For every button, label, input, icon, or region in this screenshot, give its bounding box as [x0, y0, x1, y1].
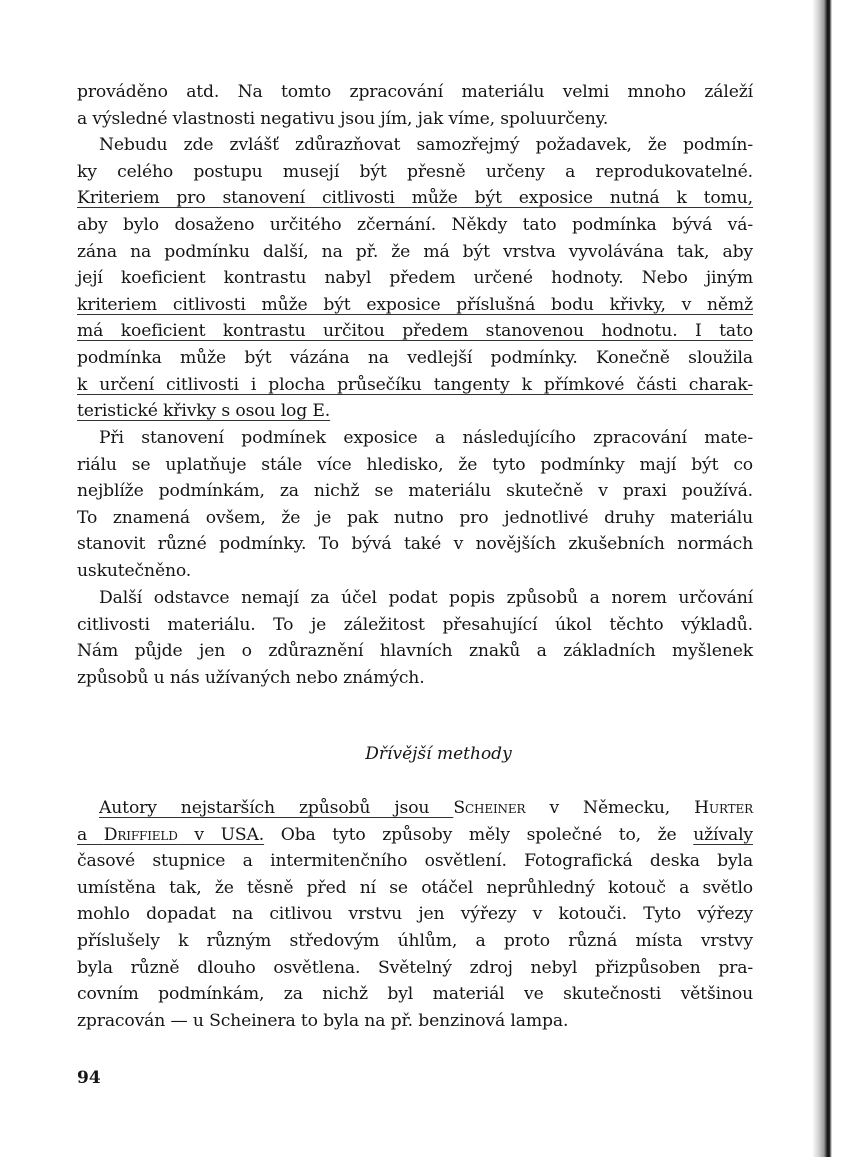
- text-line: zána na podmínku další, na př. že má být vrstva vyvolávána tak, aby: [77, 241, 753, 262]
- underlined-text-line: teristické křivky s osou log E.: [77, 401, 331, 422]
- text-run: Oba tyto způsoby měly společné to, že: [264, 824, 694, 845]
- text-line: riálu se uplatňuje stále více hledisko, že tyto podmínky mají být co: [77, 454, 753, 475]
- page-edge-shadow: [812, 0, 832, 1157]
- underlined-text-line: kriteriem citlivosti může být exposice příslušná bodu křivky, v němž: [77, 294, 753, 315]
- text-line: podmínka může být vázána na vedlejší podmínky. Konečně sloužila: [77, 347, 753, 368]
- text-line: covním podmínkám, za nichž byl materiál ve skutečnosti většinou: [77, 984, 753, 1005]
- author-name-scheiner: Scheiner: [453, 798, 526, 818]
- section-heading: Dřívější methody: [365, 744, 512, 764]
- text-line: Při stanovení podmínek exposice a následujícího zpracování mate-: [99, 428, 753, 448]
- text-line: Nám půjde jen o zdůraznění hlavních znaků a základních myšlenek: [77, 641, 753, 662]
- text-line: To znamená ovšem, že je pak nutno pro jednotlivé druhy materiálu: [77, 507, 753, 528]
- author-name-driffield: Driffield: [103, 824, 178, 845]
- text-line: její koeficient kontrastu nabyl předem určené hodnoty. Nebo jiným: [77, 268, 753, 289]
- body-text-block-2: [77, 425, 753, 585]
- text-line: aby bylo dosaženo určitého zčernání. Někdy tato podmínka bývá vá-: [77, 214, 753, 235]
- text-line: umístěna tak, že těsně před ní se otáčel neprůhledný kotouč a světlo: [77, 877, 753, 898]
- text-line: mohlo dopadat na citlivou vrstvu jen výřezy v kotouči. Tyto výřezy: [77, 904, 753, 925]
- text-line: Nebudu zde zvlášť zdůrazňovat samozřejmý požadavek, že podmín-: [99, 135, 753, 156]
- underlined-text-line: má koeficient kontrastu určitou předem stanovenou hodnotu. I tato: [77, 321, 753, 342]
- underlined-text-line: k určení citlivosti i plocha průsečíku tangenty k přímkové části charak-: [77, 374, 753, 395]
- text-line: [77, 822, 753, 849]
- author-name-hurter: Hurter: [694, 798, 753, 818]
- text-line: a výsledné vlastnosti negativu jsou jím, jak víme, spoluurčeny.: [77, 108, 609, 129]
- page-number: 94: [77, 1068, 101, 1088]
- text-line: byla různě dlouho osvětlena. Světelný zdroj nebyl přizpůsoben pra-: [77, 957, 753, 978]
- text-line: Další odstavce nemají za účel podat popis způsobů a norem určování: [99, 588, 753, 608]
- text-run: užívaly: [693, 824, 753, 845]
- text-line: [77, 795, 753, 822]
- text-line: časové stupnice a intermitenčního osvětlení. Fotografická deska byla: [77, 851, 753, 872]
- body-text-block-1: [77, 79, 753, 425]
- text-run: Autory nejstarších způsobů jsou: [99, 798, 454, 818]
- text-line: citlivosti materiálu. To je záležitost přesahující úkol těchto výkladů.: [77, 614, 753, 635]
- text-line: nejblíže podmínkám, za nichž se materiálu skutečně v praxi používá.: [77, 481, 753, 502]
- body-text-block-4: [77, 795, 753, 1034]
- text-run: v USA.: [177, 824, 265, 845]
- text-line: způsobů u nás užívaných nebo známých.: [77, 667, 425, 688]
- text-line: prováděno atd. Na tomto zpracování materiálu velmi mnoho záleží: [77, 82, 753, 102]
- text-run: a: [77, 824, 104, 845]
- text-line: uskutečněno.: [77, 560, 192, 581]
- text-line: zpracován — u Scheinera to byla na př. benzinová lampa.: [77, 1010, 569, 1031]
- underlined-text-line: Kriteriem pro stanovení citlivosti může být exposice nutná k tomu,: [77, 188, 753, 209]
- body-text-block-3: [77, 585, 753, 691]
- text-run: v Německu,: [525, 798, 695, 818]
- text-line: ky celého postupu musejí být přesně určeny a reprodukovatelné.: [77, 161, 753, 182]
- text-line: stanovit různé podmínky. To bývá také v novějších zkušebních normách: [77, 534, 753, 555]
- text-line: příslušely k různým středovým úhlům, a proto různá místa vrstvy: [77, 930, 753, 951]
